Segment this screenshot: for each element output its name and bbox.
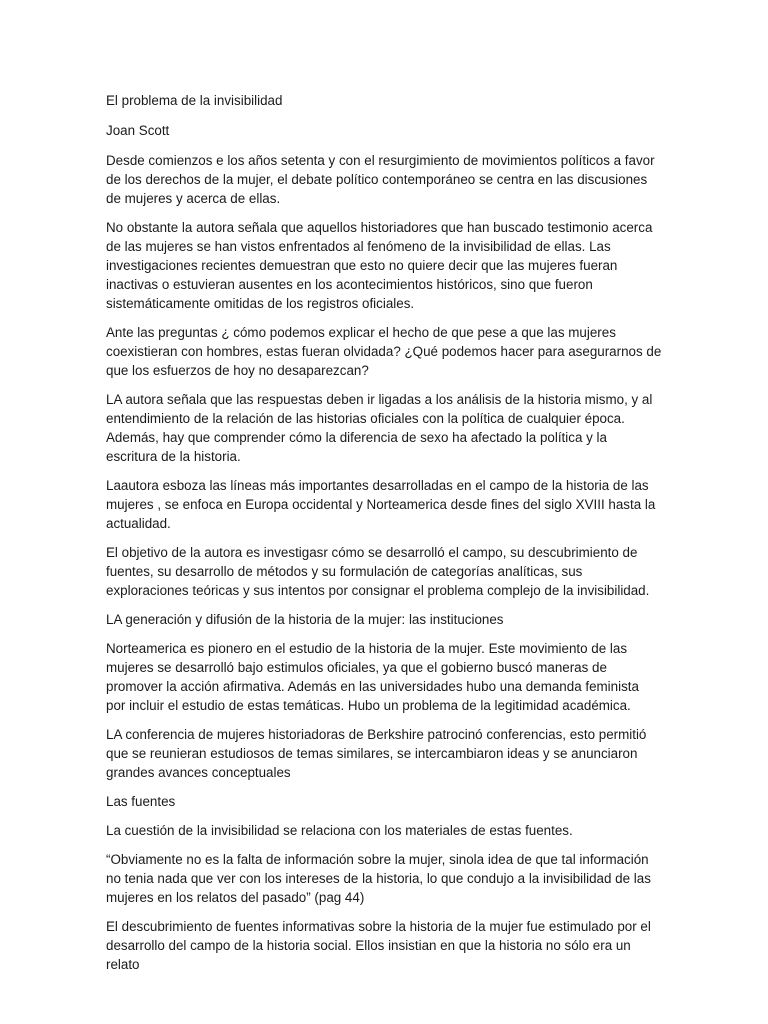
section-heading: LA generación y difusión de la historia de la mujer: las instituciones	[106, 612, 504, 627]
paragraph: El objetivo de la autora es investigasr cómo se desarrolló el campo, su descubrimiento de fuentes, su desarrollo de métodos y su formulación de categorías analíticas, sus exploraciones teóricas y sus intentos por consignar el problema complejo de la invisibilidad.	[106, 545, 650, 598]
paragraph: Ante las preguntas ¿ cómo podemos explicar el hecho de que pese a que las mujeres coexistieran con hombres, estas fueran olvidada? ¿Qué podemos hacer para asegurarnos de que los esfuerzos de hoy no desaparezcan?	[106, 325, 662, 378]
document-author: Joan Scott	[106, 123, 170, 138]
section-heading: Las fuentes	[106, 794, 176, 809]
document-title: El problema de la invisibilidad	[106, 93, 283, 108]
paragraph: Norteamerica es pionero en el estudio de la historia de la mujer. Este movimiento de las mujeres se desarrolló bajo estimulos oficiales, ya que el gobierno buscó maneras de promover la acción afirmativa. Además en las universidades hubo una demanda feminista por incluir el estudio de estas temáticas. Hubo un problema de la legitimidad académica.	[106, 641, 639, 713]
paragraph: La cuestión de la invisibilidad se relaciona con los materiales de estas fuentes.	[106, 823, 573, 838]
paragraph: LA conferencia de mujeres historiadoras de Berkshire patrocinó conferencias, esto permitió que se reunieran estudiosos de temas similares, se intercambiaron ideas y se anunciaron grandes avances conceptuales	[106, 727, 647, 780]
paragraph: LA autora señala que las respuestas deben ir ligadas a los análisis de la historia mismo, y al entendimiento de la relación de las historias oficiales con la política de cualquier época. Además, hay que comprender cómo la diferencia de sexo ha afectado la política y la escritura de la historia.	[106, 392, 653, 464]
document-page	[106, 91, 662, 984]
paragraph: Desde comienzos e los años setenta y con el resurgimiento de movimientos políticos a favor de los derechos de la mujer, el debate político contemporáneo se centra en las discusiones de mujeres y acerca de ellas.	[106, 153, 655, 206]
paragraph: El descubrimiento de fuentes informativas sobre la historia de la mujer fue estimulado por el desarrollo del campo de la historia social. Ellos insistian en que la historia no sólo era un relato	[106, 919, 651, 972]
quote-paragraph: “Obviamente no es la falta de información sobre la mujer, sinola idea de que tal información no tenia nada que ver con los intereses de la historia, lo que condujo a la invisibilidad de las mujeres en los relatos del pasado” (pag 44)	[106, 852, 651, 905]
paragraph: No obstante la autora señala que aquellos historiadores que han buscado testimonio acerca de las mujeres se han vistos enfrentados al fenómeno de la invisibilidad de ellas. Las investigaciones recientes demuestran que esto no quiere decir que las mujeres fueran inactivas o estuvieran ausentes en los acontecimientos históricos, sino que fueron sistemáticamente omitidas de los registros oficiales.	[106, 220, 653, 311]
paragraph: Laautora esboza las líneas más importantes desarrolladas en el campo de la historia de las mujeres , se enfoca en Europa occidental y Norteamerica desde fines del siglo XVIII hasta la actualidad.	[106, 478, 656, 531]
